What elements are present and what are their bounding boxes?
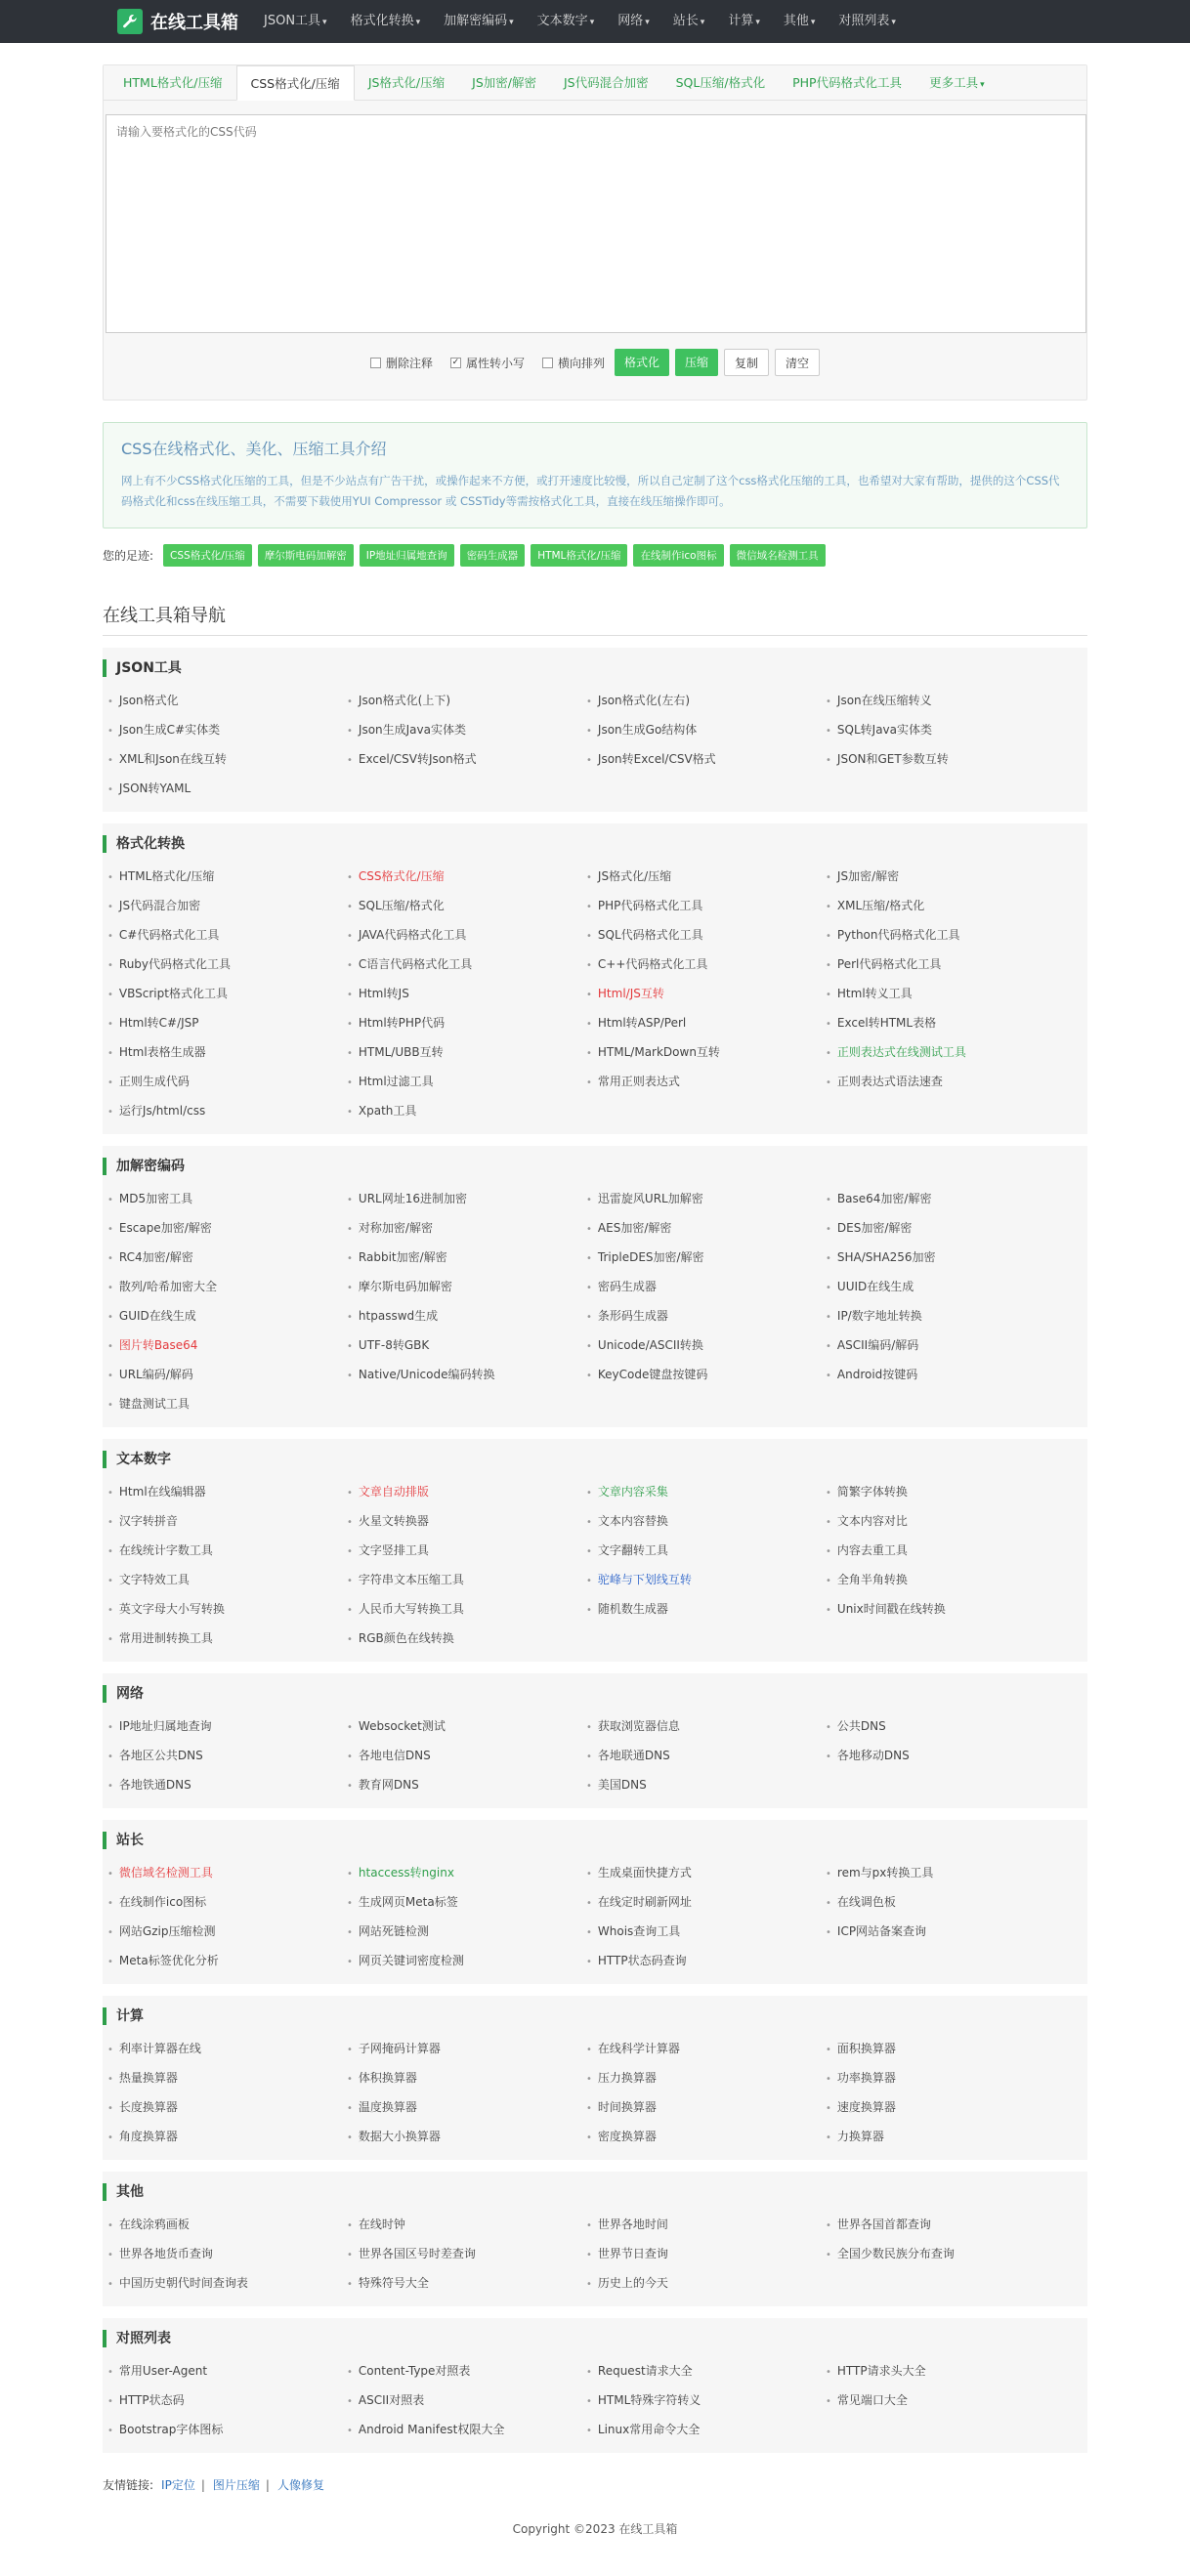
tool-link[interactable]: • JS代码混合加密 bbox=[107, 892, 347, 921]
tool-link[interactable]: • JS格式化/压缩 bbox=[586, 863, 826, 892]
brand-name: 在线工具箱 bbox=[150, 13, 238, 33]
tool-category bbox=[103, 2318, 1087, 2453]
category-links bbox=[103, 2035, 1087, 2152]
tool-link[interactable]: • Json转Excel/CSV格式 bbox=[586, 745, 826, 775]
tool-link[interactable]: • 常用进制转换工具 bbox=[107, 1625, 347, 1654]
tool-link[interactable]: • KeyCode键盘按键码 bbox=[586, 1361, 826, 1390]
nav-menu-item[interactable]: 其他 ▾ bbox=[783, 13, 816, 28]
tool-link[interactable]: • 在线涂鸦画板 bbox=[107, 2211, 347, 2240]
tool-link[interactable]: • TripleDES加密/解密 bbox=[586, 1244, 826, 1273]
tool-link[interactable]: • 生成桌面快捷方式 bbox=[586, 1859, 826, 1888]
intro-text: 网上有不少CSS格式化压缩的工具，但是不少站点有广告干扰，或操作起来不方便，或打开速度比较慢，所以自己定制了这个css格式化压缩的工具，也希望对大家有帮助，提供的这个CSS代码格式化和css在线压缩工具，不需要下载使用YUI Compressor 或 CSSTidy等需按格式化工具，直接在线压缩操作即可。 bbox=[121, 474, 1060, 508]
nav-menu-item[interactable]: JSON工具 ▾ bbox=[264, 13, 327, 28]
tool-link[interactable]: • 在线科学计算器 bbox=[586, 2035, 826, 2064]
tool-link[interactable]: • JS加密/解密 bbox=[826, 863, 1065, 892]
tool-link[interactable]: • 常用正则表达式 bbox=[586, 1068, 826, 1097]
tool-tab[interactable]: PHP代码格式化工具 bbox=[792, 75, 903, 90]
nav-menu-item[interactable]: 计算 ▾ bbox=[728, 13, 760, 28]
tool-link[interactable]: • URL网址16进制加密 bbox=[347, 1185, 586, 1214]
friend-link[interactable]: 人像修复 bbox=[276, 2478, 324, 2492]
category-title: 计算 bbox=[103, 2007, 1087, 2025]
caret-down-icon: ▾ bbox=[509, 17, 514, 27]
tool-link[interactable]: • 正则表达式在线测试工具 bbox=[826, 1038, 1065, 1068]
tool-link[interactable]: • Unicode/ASCII转换 bbox=[586, 1331, 826, 1361]
tool-link[interactable]: • JSON和GET参数互转 bbox=[826, 745, 1065, 775]
tool-link[interactable]: • 世界节日查询 bbox=[586, 2240, 826, 2269]
tool-categories bbox=[103, 648, 1087, 2453]
lowercase-checkbox[interactable]: ✓ 属性转小写 bbox=[451, 356, 525, 370]
tool-link[interactable]: • 英文字母大小写转换 bbox=[107, 1595, 347, 1625]
caret-down-icon: ▾ bbox=[980, 80, 985, 90]
tool-link[interactable]: • Json格式化 bbox=[107, 687, 347, 716]
tool-link[interactable]: • 键盘测试工具 bbox=[107, 1390, 347, 1419]
tool-link[interactable]: • Xpath工具 bbox=[347, 1097, 586, 1126]
recent-tools bbox=[103, 544, 1087, 567]
category-links bbox=[103, 1185, 1087, 1419]
tool-link[interactable]: • Request请求大全 bbox=[586, 2357, 826, 2386]
tool-link[interactable]: • JAVA代码格式化工具 bbox=[347, 921, 586, 950]
clear-button[interactable]: 清空 bbox=[775, 349, 820, 376]
recent-tools-label: 您的足迹: bbox=[103, 549, 154, 563]
tool-link[interactable]: • 内容去重工具 bbox=[826, 1537, 1065, 1566]
tool-link[interactable]: • 网站死链检测 bbox=[347, 1918, 586, 1947]
tool-link[interactable]: • AES加密/解密 bbox=[586, 1214, 826, 1244]
tool-category bbox=[103, 648, 1087, 812]
tool-link[interactable]: • 密度换算器 bbox=[586, 2123, 826, 2152]
tool-link[interactable]: • Websocket测试 bbox=[347, 1712, 586, 1742]
tool-link[interactable]: • Linux常用命令大全 bbox=[586, 2416, 826, 2445]
tool-link[interactable]: • 常见端口大全 bbox=[826, 2386, 1065, 2416]
tool-link[interactable]: • 正则生成代码 bbox=[107, 1068, 347, 1097]
tool-tab[interactable]: SQL压缩/格式化 bbox=[675, 75, 766, 90]
tool-tabs bbox=[104, 65, 1086, 101]
copyright: Copyright ©2023 在线工具箱 bbox=[512, 2522, 678, 2536]
tool-tab[interactable]: CSS格式化/压缩 bbox=[236, 65, 355, 101]
caret-down-icon: ▾ bbox=[810, 17, 816, 27]
nav-menu-item[interactable]: 站长 ▾ bbox=[672, 13, 705, 28]
category-links bbox=[103, 1712, 1087, 1800]
caret-down-icon: ▾ bbox=[322, 17, 327, 27]
recent-tool-tag[interactable]: 密码生成器 bbox=[460, 544, 526, 567]
category-links bbox=[103, 1859, 1087, 1976]
tool-link[interactable]: • Unix时间戳在线转换 bbox=[826, 1595, 1065, 1625]
format-button[interactable]: 格式化 bbox=[615, 349, 669, 376]
tool-link[interactable]: • Html转ASP/Perl bbox=[586, 1009, 826, 1038]
tool-link[interactable]: • 公共DNS bbox=[826, 1712, 1065, 1742]
recent-tool-tag[interactable]: 微信域名检测工具 bbox=[730, 544, 826, 567]
tool-link[interactable]: • 各地铁通DNS bbox=[107, 1771, 347, 1800]
tool-link[interactable]: • 正则表达式语法速查 bbox=[826, 1068, 1065, 1097]
tool-link[interactable]: • Rabbit加密/解密 bbox=[347, 1244, 586, 1273]
nav-menu-item[interactable]: 网络 ▾ bbox=[617, 13, 650, 28]
caret-down-icon: ▾ bbox=[415, 17, 421, 27]
tool-link[interactable]: • 数据大小换算器 bbox=[347, 2123, 586, 2152]
tool-link[interactable]: • UTF-8转GBK bbox=[347, 1331, 586, 1361]
tool-link[interactable]: • SQL转Java实体类 bbox=[826, 716, 1065, 745]
tool-link[interactable]: • HTML格式化/压缩 bbox=[107, 863, 347, 892]
tool-link[interactable]: • 历史上的今天 bbox=[586, 2269, 826, 2299]
tool-link[interactable]: • Base64加密/解密 bbox=[826, 1185, 1065, 1214]
tool-link[interactable]: • Ruby代码格式化工具 bbox=[107, 950, 347, 980]
intro-title: CSS在线格式化、美化、压缩工具介绍 bbox=[121, 440, 387, 458]
tool-category bbox=[103, 823, 1087, 1134]
tool-link[interactable]: • 全角半角转换 bbox=[826, 1566, 1065, 1595]
checkbox-unchecked-icon[interactable] bbox=[542, 358, 553, 368]
tool-link[interactable]: • RGB颜色在线转换 bbox=[347, 1625, 586, 1654]
friend-links bbox=[103, 2476, 1087, 2493]
tool-tab[interactable]: HTML格式化/压缩 bbox=[123, 75, 223, 90]
tool-link[interactable]: • 文字翻转工具 bbox=[586, 1537, 826, 1566]
tool-link[interactable]: • 文字竖排工具 bbox=[347, 1537, 586, 1566]
tool-link[interactable]: • 热量换算器 bbox=[107, 2064, 347, 2093]
tool-link[interactable]: • 力换算器 bbox=[826, 2123, 1065, 2152]
nav-menu-item[interactable]: 文本数字 ▾ bbox=[536, 13, 595, 28]
tool-link[interactable]: • Content-Type对照表 bbox=[347, 2357, 586, 2386]
tool-controls bbox=[104, 349, 1086, 376]
category-links bbox=[103, 2357, 1087, 2445]
tool-tab[interactable]: JS代码混合加密 bbox=[564, 75, 649, 90]
tool-link[interactable]: • Native/Unicode编码转换 bbox=[347, 1361, 586, 1390]
friend-link[interactable]: IP定位 bbox=[161, 2478, 195, 2492]
tool-link[interactable]: • 时间换算器 bbox=[586, 2093, 826, 2123]
tool-link[interactable]: • 简繁字体转换 bbox=[826, 1478, 1065, 1507]
tool-tab[interactable]: JS格式化/压缩 bbox=[367, 75, 446, 90]
tool-link[interactable]: • JSON转YAML bbox=[107, 775, 347, 804]
tool-link[interactable]: • ASCII编码/解码 bbox=[826, 1331, 1065, 1361]
tool-link[interactable]: • 温度换算器 bbox=[347, 2093, 586, 2123]
tool-link[interactable]: • 美国DNS bbox=[586, 1771, 826, 1800]
tool-link[interactable]: • 子网掩码计算器 bbox=[347, 2035, 586, 2064]
category-links bbox=[103, 2211, 1087, 2299]
tool-link[interactable]: • 字符串文本压缩工具 bbox=[347, 1566, 586, 1595]
tool-category bbox=[103, 1146, 1087, 1427]
tool-link[interactable]: • C语言代码格式化工具 bbox=[347, 950, 586, 980]
tool-link[interactable]: • Whois查询工具 bbox=[586, 1918, 826, 1947]
link-separator: | bbox=[265, 2477, 270, 2492]
top-navbar bbox=[0, 0, 1190, 43]
tool-link[interactable]: • Perl代码格式化工具 bbox=[826, 950, 1065, 980]
tool-link[interactable]: • 中国历史朝代时间查询表 bbox=[107, 2269, 347, 2299]
tool-category bbox=[103, 1439, 1087, 1662]
tool-link[interactable]: • 各地移动DNS bbox=[826, 1742, 1065, 1771]
tool-link[interactable]: • HTTP状态码查询 bbox=[586, 1947, 826, 1976]
tool-link[interactable]: • Html转JS bbox=[347, 980, 586, 1009]
friend-links-label: 友情链接: bbox=[103, 2478, 154, 2492]
tool-link[interactable]: • 运行Js/html/css bbox=[107, 1097, 347, 1126]
tool-link[interactable]: • Html转PHP代码 bbox=[347, 1009, 586, 1038]
category-links bbox=[103, 1478, 1087, 1654]
tool-link[interactable]: • 图片转Base64 bbox=[107, 1331, 347, 1361]
css-tool-panel bbox=[103, 64, 1087, 401]
tool-link[interactable]: • SQL压缩/格式化 bbox=[347, 892, 586, 921]
tool-link[interactable]: • C++代码格式化工具 bbox=[586, 950, 826, 980]
tool-link[interactable]: • Json生成C#实体类 bbox=[107, 716, 347, 745]
category-links bbox=[103, 863, 1087, 1126]
wrench-icon bbox=[117, 9, 143, 34]
tool-link[interactable]: • 迅雷旋风URL加解密 bbox=[586, 1185, 826, 1214]
tool-link[interactable]: • 各地区公共DNS bbox=[107, 1742, 347, 1771]
caret-down-icon: ▾ bbox=[755, 17, 760, 27]
category-title: 网络 bbox=[103, 1685, 1087, 1703]
tool-link[interactable]: • DES加密/解密 bbox=[826, 1214, 1065, 1244]
tool-link[interactable]: • HTTP请求头大全 bbox=[826, 2357, 1065, 2386]
tool-link[interactable]: • Android Manifest权限大全 bbox=[347, 2416, 586, 2445]
tool-intro bbox=[103, 422, 1087, 528]
caret-down-icon: ▾ bbox=[700, 17, 705, 27]
tool-link[interactable]: • 文章自动排版 bbox=[347, 1478, 586, 1507]
horizontal-checkbox[interactable]: 横向排列 bbox=[542, 355, 605, 371]
tool-link[interactable]: • XML压缩/格式化 bbox=[826, 892, 1065, 921]
tool-link[interactable]: • RC4加密/解密 bbox=[107, 1244, 347, 1273]
tool-link[interactable]: • 驼峰与下划线互转 bbox=[586, 1566, 826, 1595]
tool-link[interactable]: • C#代码格式化工具 bbox=[107, 921, 347, 950]
tool-link[interactable]: • 压力换算器 bbox=[586, 2064, 826, 2093]
tool-link[interactable]: • 在线统计字数工具 bbox=[107, 1537, 347, 1566]
tool-link[interactable]: • 在线调色板 bbox=[826, 1888, 1065, 1918]
nav-menu-item[interactable]: 对照列表 ▾ bbox=[838, 13, 896, 28]
tool-link[interactable]: • 特殊符号大全 bbox=[347, 2269, 586, 2299]
copy-button[interactable]: 复制 bbox=[724, 349, 769, 376]
tool-link[interactable]: • UUID在线生成 bbox=[826, 1273, 1065, 1302]
tool-link[interactable]: • Excel/CSV转Json格式 bbox=[347, 745, 586, 775]
tool-link[interactable]: • HTML特殊字符转义 bbox=[586, 2386, 826, 2416]
category-title: JSON工具 bbox=[103, 659, 1087, 677]
tool-link[interactable]: • htpasswd生成 bbox=[347, 1302, 586, 1331]
tool-link[interactable]: • 在线定时刷新网址 bbox=[586, 1888, 826, 1918]
tool-link[interactable]: • Html转C#/JSP bbox=[107, 1009, 347, 1038]
tool-link[interactable]: • 面积换算器 bbox=[826, 2035, 1065, 2064]
tool-link[interactable]: • Json生成Java实体类 bbox=[347, 716, 586, 745]
nav-menu-item[interactable]: 格式化转换 ▾ bbox=[350, 13, 421, 28]
tool-link[interactable]: • 体积换算器 bbox=[347, 2064, 586, 2093]
category-title: 站长 bbox=[103, 1832, 1087, 1849]
recent-tool-tag[interactable]: HTML格式化/压缩 bbox=[531, 544, 627, 567]
category-title: 加解密编码 bbox=[103, 1158, 1087, 1175]
tool-link[interactable]: • ICP网站备案查询 bbox=[826, 1918, 1065, 1947]
caret-down-icon: ▾ bbox=[645, 17, 650, 27]
caret-down-icon: ▾ bbox=[891, 17, 896, 27]
link-separator: | bbox=[200, 2477, 205, 2492]
tool-link[interactable]: • IP地址归属地查询 bbox=[107, 1712, 347, 1742]
tool-link[interactable]: • 速度换算器 bbox=[826, 2093, 1065, 2123]
recent-tool-tag[interactable]: 摩尔斯电码加解密 bbox=[258, 544, 354, 567]
friend-link[interactable]: 图片压缩 bbox=[212, 2478, 260, 2492]
tool-link[interactable]: • 世界各地时间 bbox=[586, 2211, 826, 2240]
tool-category bbox=[103, 2172, 1087, 2306]
tool-link[interactable]: • 文章内容采集 bbox=[586, 1478, 826, 1507]
tool-link[interactable]: • 文本内容替换 bbox=[586, 1507, 826, 1537]
tool-navigation-title: 在线工具箱导航 bbox=[103, 602, 1087, 636]
tool-link[interactable]: • 在线制作ico图标 bbox=[107, 1888, 347, 1918]
tool-link[interactable]: • 常用User-Agent bbox=[107, 2357, 347, 2386]
tool-link[interactable]: • 文本内容对比 bbox=[826, 1507, 1065, 1537]
tool-link[interactable]: • XML和Json在线互转 bbox=[107, 745, 347, 775]
tool-link[interactable]: • 人民币大写转换工具 bbox=[347, 1595, 586, 1625]
tool-link[interactable]: • VBScript格式化工具 bbox=[107, 980, 347, 1009]
tool-link[interactable]: • Bootstrap字体图标 bbox=[107, 2416, 347, 2445]
tool-link[interactable]: • 获取浏览器信息 bbox=[586, 1712, 826, 1742]
tool-category bbox=[103, 1996, 1087, 2160]
tool-link[interactable]: • Html过滤工具 bbox=[347, 1068, 586, 1097]
tool-link[interactable]: • 生成网页Meta标签 bbox=[347, 1888, 586, 1918]
tool-link[interactable]: • 网页关键词密度检测 bbox=[347, 1947, 586, 1976]
tool-link[interactable]: • 利率计算器在线 bbox=[107, 2035, 347, 2064]
tool-link[interactable]: • 在线时钟 bbox=[347, 2211, 586, 2240]
tool-tab[interactable]: JS加密/解密 bbox=[472, 75, 536, 90]
tool-link[interactable]: • 教育网DNS bbox=[347, 1771, 586, 1800]
tool-link[interactable]: • 对称加密/解密 bbox=[347, 1214, 586, 1244]
tool-link[interactable]: • ASCII对照表 bbox=[347, 2386, 586, 2416]
tool-link[interactable]: • 全国少数民族分布查询 bbox=[826, 2240, 1065, 2269]
tool-link[interactable]: • Html转义工具 bbox=[826, 980, 1065, 1009]
tool-link[interactable]: • 世界各国区号时差查询 bbox=[347, 2240, 586, 2269]
tool-link[interactable]: • IP/数字地址转换 bbox=[826, 1302, 1065, 1331]
tool-link[interactable]: • Meta标签优化分析 bbox=[107, 1947, 347, 1976]
tool-link[interactable]: • Html/JS互转 bbox=[586, 980, 826, 1009]
recent-tool-tag[interactable]: 在线制作ico图标 bbox=[633, 544, 723, 567]
tool-link[interactable]: • 汉字转拼音 bbox=[107, 1507, 347, 1537]
tool-link[interactable]: • htaccess转nginx bbox=[347, 1859, 586, 1888]
caret-down-icon: ▾ bbox=[589, 17, 595, 27]
remove-comments-checkbox[interactable]: 删除注释 bbox=[370, 355, 433, 371]
css-input[interactable] bbox=[106, 114, 1086, 333]
recent-tool-tag[interactable]: IP地址归属地查询 bbox=[360, 544, 454, 567]
tool-link[interactable]: • HTTP状态码 bbox=[107, 2386, 347, 2416]
tool-link[interactable]: • MD5加密工具 bbox=[107, 1185, 347, 1214]
tool-link[interactable]: • 世界各地货币查询 bbox=[107, 2240, 347, 2269]
category-title: 格式化转换 bbox=[103, 835, 1087, 853]
tool-link[interactable]: • Html在线编辑器 bbox=[107, 1478, 347, 1507]
tool-link[interactable]: • 火星文转换器 bbox=[347, 1507, 586, 1537]
tool-link[interactable]: • Html表格生成器 bbox=[107, 1038, 347, 1068]
tool-link[interactable]: • Json在线压缩转义 bbox=[826, 687, 1065, 716]
tool-link[interactable]: • SHA/SHA256加密 bbox=[826, 1244, 1065, 1273]
recent-tool-tag[interactable]: CSS格式化/压缩 bbox=[163, 544, 252, 567]
tool-link[interactable]: • URL编码/解码 bbox=[107, 1361, 347, 1390]
tool-link[interactable]: • 摩尔斯电码加解密 bbox=[347, 1273, 586, 1302]
tool-link[interactable]: • Excel转HTML表格 bbox=[826, 1009, 1065, 1038]
brand-logo[interactable] bbox=[117, 9, 238, 34]
tool-link[interactable]: • 散列/哈希加密大全 bbox=[107, 1273, 347, 1302]
tool-link[interactable]: • 各地电信DNS bbox=[347, 1742, 586, 1771]
checkbox-checked-icon[interactable]: ✓ bbox=[451, 357, 460, 367]
tool-link[interactable]: • 各地联通DNS bbox=[586, 1742, 826, 1771]
tool-link[interactable]: • 文字特效工具 bbox=[107, 1566, 347, 1595]
tool-link[interactable]: • 微信域名检测工具 bbox=[107, 1859, 347, 1888]
tool-link[interactable]: • PHP代码格式化工具 bbox=[586, 892, 826, 921]
tool-link[interactable]: • HTML/MarkDown互转 bbox=[586, 1038, 826, 1068]
tool-link[interactable]: • 条形码生成器 bbox=[586, 1302, 826, 1331]
tool-link[interactable]: • Escape加密/解密 bbox=[107, 1214, 347, 1244]
tool-link[interactable]: • Json生成Go结构体 bbox=[586, 716, 826, 745]
tool-link[interactable]: • Android按键码 bbox=[826, 1361, 1065, 1390]
tool-tab[interactable]: 更多工具 ▾ bbox=[929, 75, 985, 90]
tool-link[interactable]: • 网站Gzip压缩检测 bbox=[107, 1918, 347, 1947]
tool-category bbox=[103, 1673, 1087, 1808]
tool-link[interactable]: • 密码生成器 bbox=[586, 1273, 826, 1302]
category-title: 文本数字 bbox=[103, 1451, 1087, 1468]
tool-category bbox=[103, 1820, 1087, 1984]
tool-link[interactable]: • 功率换算器 bbox=[826, 2064, 1065, 2093]
tool-link[interactable]: • HTML/UBB互转 bbox=[347, 1038, 586, 1068]
category-title: 对照列表 bbox=[103, 2330, 1087, 2347]
tool-link[interactable]: • 随机数生成器 bbox=[586, 1595, 826, 1625]
category-title: 其他 bbox=[103, 2183, 1087, 2201]
tool-link[interactable]: • SQL代码格式化工具 bbox=[586, 921, 826, 950]
category-links bbox=[103, 687, 1087, 804]
tool-link[interactable]: • 长度换算器 bbox=[107, 2093, 347, 2123]
checkbox-unchecked-icon[interactable] bbox=[370, 358, 381, 368]
tool-link[interactable]: • GUID在线生成 bbox=[107, 1302, 347, 1331]
tool-link[interactable]: • Python代码格式化工具 bbox=[826, 921, 1065, 950]
nav-menu-item[interactable]: 加解密编码 ▾ bbox=[444, 13, 514, 28]
tool-link[interactable]: • rem与px转换工具 bbox=[826, 1859, 1065, 1888]
tool-link[interactable]: • 角度换算器 bbox=[107, 2123, 347, 2152]
compress-button[interactable]: 压缩 bbox=[675, 349, 718, 376]
tool-link[interactable]: • 世界各国首都查询 bbox=[826, 2211, 1065, 2240]
tool-link[interactable]: • CSS格式化/压缩 bbox=[347, 863, 586, 892]
tool-link[interactable]: • Json格式化(左右) bbox=[586, 687, 826, 716]
tool-link[interactable]: • Json格式化(上下) bbox=[347, 687, 586, 716]
